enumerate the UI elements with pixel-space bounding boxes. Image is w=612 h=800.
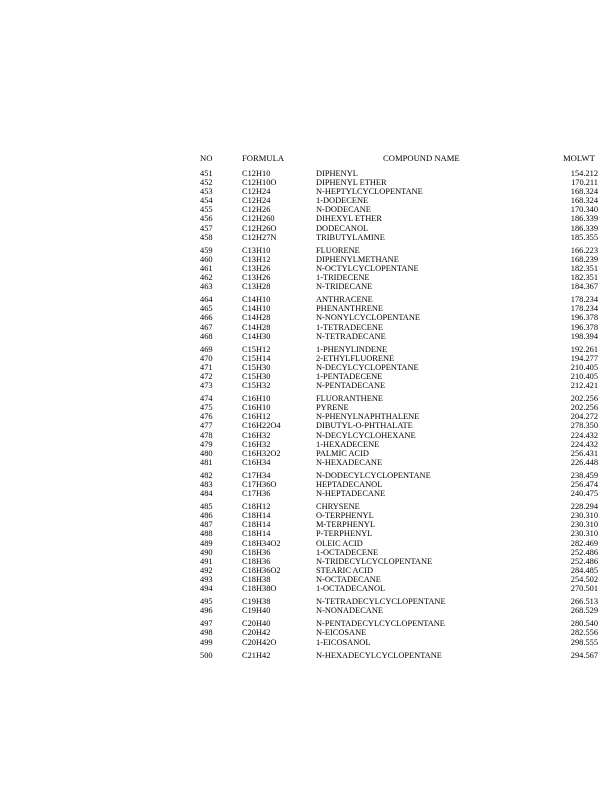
cell-no: 459: [200, 245, 213, 255]
cell-no: 485: [200, 502, 213, 512]
cell-molwt: 194.277: [570, 353, 598, 363]
cell-molwt: 298.555: [570, 637, 598, 647]
table-row: [0, 233, 612, 242]
cell-no: 461: [200, 263, 213, 273]
cell-formula: C16H32O2: [242, 448, 281, 458]
cell-molwt: 228.294: [570, 502, 598, 512]
cell-molwt: 282.469: [570, 538, 598, 548]
cell-molwt: 170.340: [570, 205, 598, 215]
cell-molwt: 168.324: [570, 187, 598, 197]
cell-formula: C19H40: [242, 606, 271, 616]
cell-formula: C12H27N: [242, 232, 277, 242]
table-row: [0, 520, 612, 529]
cell-no: 497: [200, 619, 213, 629]
compound-group: [0, 502, 612, 593]
cell-formula: C18H36O2: [242, 565, 281, 575]
cell-formula: C18H38O: [242, 584, 277, 594]
cell-compound-name: N-DODECANE: [316, 205, 371, 215]
cell-molwt: 202.256: [570, 394, 598, 404]
cell-molwt: 256.431: [570, 448, 598, 458]
cell-no: 458: [200, 232, 213, 242]
table-row: [0, 606, 612, 615]
cell-no: 486: [200, 511, 213, 521]
cell-compound-name: 1-TRIDECENE: [316, 273, 370, 283]
cell-compound-name: N-HEPTYLCYCLOPENTANE: [316, 187, 423, 197]
cell-molwt: 240.475: [570, 489, 598, 499]
table-row: [0, 412, 612, 421]
cell-formula: C12H26: [242, 205, 271, 215]
table-row: [0, 205, 612, 214]
cell-compound-name: CHRYSENE: [316, 502, 360, 512]
cell-compound-name: 1-PENTADECENE: [316, 371, 383, 381]
cell-molwt: 196.378: [570, 313, 598, 323]
cell-formula: C18H14: [242, 520, 271, 530]
cell-no: 473: [200, 381, 213, 391]
cell-no: 478: [200, 430, 213, 440]
cell-molwt: 186.339: [570, 214, 598, 224]
cell-no: 490: [200, 547, 213, 557]
table-row: [0, 440, 612, 449]
cell-compound-name: DIPHENYL ETHER: [316, 178, 387, 188]
cell-compound-name: N-NONYLCYCLOPENTANE: [316, 313, 421, 323]
table-row: [0, 548, 612, 557]
cell-formula: C14H28: [242, 322, 271, 332]
table-row: [0, 557, 612, 566]
cell-compound-name: M-TERPHENYL: [316, 520, 376, 530]
cell-formula: C12H24: [242, 196, 271, 206]
cell-no: 468: [200, 331, 213, 341]
cell-compound-name: FLUORANTHENE: [316, 394, 383, 404]
table-row: [0, 651, 612, 660]
cell-formula: C20H40: [242, 619, 271, 629]
cell-no: 500: [200, 650, 213, 660]
cell-formula: C12H10: [242, 169, 271, 178]
cell-molwt: 154.212: [570, 169, 598, 178]
cell-molwt: 230.310: [570, 511, 598, 521]
cell-formula: C13H12: [242, 254, 271, 264]
cell-compound-name: 1-HEXADECENE: [316, 439, 380, 449]
cell-molwt: 210.405: [570, 362, 598, 372]
table-row: [0, 332, 612, 341]
table-row: [0, 449, 612, 458]
cell-molwt: 166.223: [570, 245, 598, 255]
cell-compound-name: 1-TETRADECENE: [316, 322, 383, 332]
table-row: [0, 196, 612, 205]
cell-compound-name: N-PENTADECANE: [316, 381, 386, 391]
cell-formula: C12H260: [242, 214, 275, 224]
cell-compound-name: DIPHENYLMETHANE: [316, 254, 399, 264]
cell-molwt: 266.513: [570, 597, 598, 607]
cell-molwt: 254.502: [570, 574, 598, 584]
cell-molwt: 224.432: [570, 439, 598, 449]
table-row: [0, 529, 612, 538]
header-compound-name: COMPOUND NAME: [383, 153, 460, 163]
compound-group: [0, 246, 612, 291]
cell-compound-name: N-PHENYLNAPHTHALENE: [316, 412, 420, 422]
cell-molwt: 212.421: [570, 381, 598, 391]
table-row: [0, 169, 612, 178]
table-row: [0, 638, 612, 647]
cell-formula: C18H38: [242, 574, 271, 584]
cell-no: 463: [200, 282, 213, 292]
cell-formula: C14H30: [242, 331, 271, 341]
cell-compound-name: PHENANTHRENE: [316, 304, 383, 314]
cell-formula: C12H24: [242, 187, 271, 197]
cell-molwt: 202.256: [570, 403, 598, 413]
table-row: [0, 354, 612, 363]
cell-no: 496: [200, 606, 213, 616]
cell-compound-name: N-DECYLCYCLOHEXANE: [316, 430, 416, 440]
cell-molwt: 226.448: [570, 457, 598, 467]
cell-compound-name: PYRENE: [316, 403, 349, 413]
cell-no: 480: [200, 448, 213, 458]
cell-no: 474: [200, 394, 213, 404]
cell-formula: C18H12: [242, 502, 271, 512]
cell-compound-name: 1-DODECENE: [316, 196, 369, 206]
cell-molwt: 168.324: [570, 196, 598, 206]
header-formula: FORMULA: [242, 153, 285, 163]
cell-molwt: 185.355: [570, 232, 598, 242]
cell-formula: C18H14: [242, 529, 271, 539]
compound-table-body: [0, 169, 612, 664]
cell-formula: C14H10: [242, 304, 271, 314]
cell-formula: C12H26O: [242, 223, 277, 233]
compound-group: [0, 651, 612, 660]
table-row: [0, 282, 612, 291]
cell-no: 453: [200, 187, 213, 197]
compound-group: [0, 169, 612, 242]
cell-formula: C18H14: [242, 511, 271, 521]
cell-no: 454: [200, 196, 213, 206]
cell-compound-name: P-TERPHENYL: [316, 529, 373, 539]
cell-compound-name: 1-EICOSANOL: [316, 637, 371, 647]
cell-compound-name: 1-OCTADECANOL: [316, 584, 386, 594]
cell-compound-name: N-DODECYLCYCLOPENTANE: [316, 470, 431, 480]
cell-formula: C15H12: [242, 344, 271, 354]
table-row: [0, 480, 612, 489]
cell-molwt: 278.350: [570, 421, 598, 431]
cell-molwt: 294.567: [570, 650, 598, 660]
cell-compound-name: N-PENTADECYLCYCLOPENTANE: [316, 619, 445, 629]
table-row: [0, 471, 612, 480]
cell-formula: C17H36: [242, 489, 271, 499]
table-row: [0, 566, 612, 575]
cell-molwt: 168.239: [570, 254, 598, 264]
compound-group: [0, 597, 612, 615]
cell-no: 456: [200, 214, 213, 224]
cell-formula: C20H42: [242, 628, 271, 638]
cell-no: 481: [200, 457, 213, 467]
cell-compound-name: N-HEPTADECANE: [316, 489, 386, 499]
table-row: [0, 273, 612, 282]
cell-no: 479: [200, 439, 213, 449]
cell-molwt: 270.501: [570, 584, 598, 594]
cell-no: 488: [200, 529, 213, 539]
cell-molwt: 268.529: [570, 606, 598, 616]
cell-molwt: 280.540: [570, 619, 598, 629]
cell-formula: C14H28: [242, 313, 271, 323]
compound-group: [0, 295, 612, 340]
cell-no: 466: [200, 313, 213, 323]
cell-molwt: 256.474: [570, 480, 598, 489]
cell-compound-name: N-TETRADECANE: [316, 331, 386, 341]
table-row: [0, 403, 612, 412]
table-row: [0, 214, 612, 223]
cell-compound-name: O-TERPHENYL: [316, 511, 374, 521]
cell-compound-name: 1-OCTADECENE: [316, 547, 379, 557]
table-row: [0, 178, 612, 187]
cell-formula: C16H32: [242, 430, 271, 440]
cell-compound-name: OLEIC ACID: [316, 538, 363, 548]
cell-no: 487: [200, 520, 213, 530]
cell-no: 469: [200, 344, 213, 354]
cell-no: 472: [200, 371, 213, 381]
cell-no: 492: [200, 565, 213, 575]
table-row: [0, 363, 612, 372]
header-molwt: MOLWT: [563, 153, 595, 163]
compound-group: [0, 471, 612, 498]
cell-no: 489: [200, 538, 213, 548]
cell-molwt: 192.261: [570, 344, 598, 354]
cell-molwt: 252.486: [570, 556, 598, 566]
cell-formula: C13H26: [242, 263, 271, 273]
cell-molwt: 252.486: [570, 547, 598, 557]
cell-no: 476: [200, 412, 213, 422]
cell-no: 455: [200, 205, 213, 215]
table-row: [0, 458, 612, 467]
cell-no: 460: [200, 254, 213, 264]
cell-formula: C17H34: [242, 470, 271, 480]
cell-no: 494: [200, 584, 213, 594]
table-row: [0, 575, 612, 584]
cell-compound-name: N-TRIDECYLCYCLOPENTANE: [316, 556, 433, 566]
cell-no: 495: [200, 597, 213, 607]
table-row: [0, 511, 612, 520]
table-row: [0, 421, 612, 430]
cell-no: 471: [200, 362, 213, 372]
cell-compound-name: DODECANOL: [316, 223, 369, 233]
cell-no: 498: [200, 628, 213, 638]
cell-compound-name: N-OCTYLCYCLOPENTANE: [316, 263, 419, 273]
cell-compound-name: 2-ETHYLFLUORENE: [316, 353, 395, 363]
cell-formula: C16H34: [242, 457, 271, 467]
table-row: [0, 295, 612, 304]
cell-molwt: 178.234: [570, 295, 598, 305]
cell-compound-name: 1-PHENYLINDENE: [316, 344, 388, 354]
cell-formula: C16H32: [242, 439, 271, 449]
cell-formula: C12H10O: [242, 178, 277, 188]
cell-no: 451: [200, 169, 213, 178]
cell-compound-name: N-TETRADECYLCYCLOPENTANE: [316, 597, 446, 607]
cell-formula: C20H42O: [242, 637, 277, 647]
cell-formula: C18H36: [242, 556, 271, 566]
cell-compound-name: STEARIC ACID: [316, 565, 374, 575]
table-row: [0, 187, 612, 196]
cell-molwt: 198.394: [570, 331, 598, 341]
cell-no: 465: [200, 304, 213, 314]
cell-compound-name: N-OCTADECANE: [316, 574, 381, 584]
cell-formula: C15H14: [242, 353, 271, 363]
table-row: [0, 345, 612, 354]
table-row: [0, 323, 612, 332]
cell-formula: C13H28: [242, 282, 271, 292]
cell-formula: C18H36: [242, 547, 271, 557]
cell-formula: C16H10: [242, 403, 271, 413]
cell-compound-name: TRIBUTYLAMINE: [316, 232, 385, 242]
table-row: [0, 539, 612, 548]
cell-compound-name: N-HEXADECYLCYCLOPENTANE: [316, 650, 442, 660]
table-row: [0, 502, 612, 511]
cell-no: 452: [200, 178, 213, 188]
cell-compound-name: N-DECYLCYCLOPENTANE: [316, 362, 419, 372]
cell-formula: C16H10: [242, 394, 271, 404]
cell-no: 482: [200, 470, 213, 480]
cell-formula: C14H10: [242, 295, 271, 305]
cell-molwt: 186.339: [570, 223, 598, 233]
cell-molwt: 210.405: [570, 371, 598, 381]
table-row: [0, 246, 612, 255]
table-row: [0, 431, 612, 440]
table-row: [0, 394, 612, 403]
compound-group: [0, 345, 612, 390]
compound-group: [0, 619, 612, 646]
table-row: [0, 313, 612, 322]
cell-molwt: 178.234: [570, 304, 598, 314]
cell-formula: C16H22O4: [242, 421, 281, 431]
cell-no: 464: [200, 295, 213, 305]
table-row: [0, 584, 612, 593]
cell-no: 491: [200, 556, 213, 566]
cell-molwt: 182.351: [570, 273, 598, 283]
table-row: [0, 224, 612, 233]
cell-molwt: 238.459: [570, 470, 598, 480]
cell-no: 484: [200, 489, 213, 499]
cell-molwt: 182.351: [570, 263, 598, 273]
cell-molwt: 230.310: [570, 529, 598, 539]
table-row: [0, 628, 612, 637]
table-row: [0, 597, 612, 606]
cell-compound-name: DIHEXYL ETHER: [316, 214, 382, 224]
cell-compound-name: DIPHENYL: [316, 169, 358, 178]
table-row: [0, 619, 612, 628]
cell-no: 493: [200, 574, 213, 584]
cell-no: 467: [200, 322, 213, 332]
cell-compound-name: DIBUTYL-O-PHTHALATE: [316, 421, 413, 431]
cell-formula: C17H36O: [242, 480, 277, 489]
cell-compound-name: N-TRIDECANE: [316, 282, 373, 292]
cell-compound-name: FLUORENE: [316, 245, 360, 255]
cell-no: 470: [200, 353, 213, 363]
table-row: [0, 372, 612, 381]
cell-molwt: 284.485: [570, 565, 598, 575]
cell-formula: C15H30: [242, 371, 271, 381]
cell-molwt: 282.556: [570, 628, 598, 638]
table-row: [0, 264, 612, 273]
cell-formula: C13H10: [242, 245, 271, 255]
cell-no: 457: [200, 223, 213, 233]
compound-group: [0, 394, 612, 467]
table-row: [0, 304, 612, 313]
header-no: NO: [200, 153, 213, 163]
cell-compound-name: N-HEXADECANE: [316, 457, 383, 467]
cell-compound-name: ANTHRACENE: [316, 295, 373, 305]
cell-molwt: 184.367: [570, 282, 598, 292]
cell-no: 477: [200, 421, 213, 431]
cell-formula: C16H12: [242, 412, 271, 422]
cell-no: 483: [200, 480, 213, 489]
cell-formula: C21H42: [242, 650, 271, 660]
cell-molwt: 230.310: [570, 520, 598, 530]
cell-molwt: 170.211: [571, 178, 598, 188]
cell-formula: C15H30: [242, 362, 271, 372]
cell-no: 475: [200, 403, 213, 413]
cell-molwt: 196.378: [570, 322, 598, 332]
cell-no: 462: [200, 273, 213, 283]
cell-no: 499: [200, 637, 213, 647]
table-row: [0, 381, 612, 390]
cell-formula: C18H34O2: [242, 538, 281, 548]
cell-compound-name: N-NONADECANE: [316, 606, 383, 616]
table-header: [0, 152, 612, 164]
table-row: [0, 489, 612, 498]
cell-molwt: 204.272: [570, 412, 598, 422]
table-row: [0, 255, 612, 264]
cell-formula: C19H38: [242, 597, 271, 607]
cell-compound-name: PALMIC ACID: [316, 448, 369, 458]
cell-formula: C15H32: [242, 381, 271, 391]
cell-molwt: 224.432: [570, 430, 598, 440]
cell-compound-name: HEPTADECANOL: [316, 480, 383, 489]
cell-compound-name: N-EICOSANE: [316, 628, 367, 638]
cell-formula: C13H26: [242, 273, 271, 283]
